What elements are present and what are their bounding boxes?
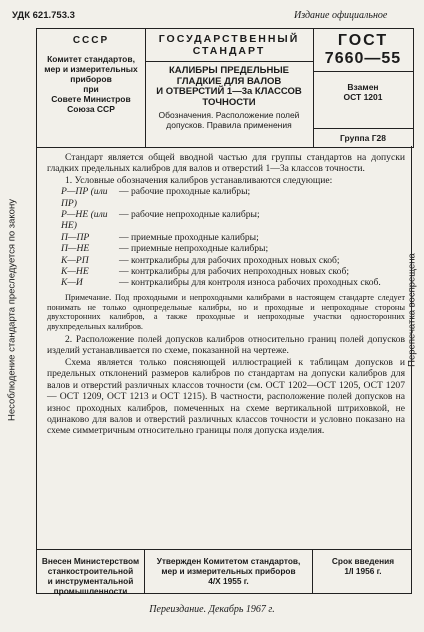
- designation-desc: — приемные проходные калибры;: [119, 231, 259, 243]
- designation-desc: — контркалибры для рабочих непроходных новых скоб;: [119, 266, 349, 278]
- designation-list: [47, 186, 405, 289]
- gost-number: 7660—55: [313, 50, 413, 72]
- section-2-paragraph: 2. Расположение полей допусков калибров относительно границ полей допусков изделий устанавливается по схеме, показанной на чертеже.: [47, 334, 405, 357]
- designation-code: К—РП: [61, 254, 89, 266]
- committee-line: Союза ССР: [67, 104, 115, 114]
- title-line: ТОЧНОСТИ: [202, 96, 256, 108]
- list-item: [47, 277, 405, 288]
- effective-line: Срок введения: [331, 556, 395, 566]
- document-subtitle: [145, 110, 313, 130]
- state-standard-line: СТАНДАРТ: [192, 45, 266, 57]
- side-note-left: [4, 100, 20, 520]
- designation-code: П—НЕ: [61, 243, 90, 255]
- subtitle-line: допусков. Правила применения: [166, 120, 292, 130]
- group-code: Группа Г28: [313, 128, 413, 147]
- designation-desc: — приемные непроходные калибры;: [119, 243, 269, 255]
- title-line: И ОТВЕРСТИЙ 1—3а КЛАССОВ: [156, 86, 302, 97]
- approved-line: 4/Х 1955 г.: [208, 576, 249, 586]
- approved-by: [145, 550, 313, 593]
- reissue-note: Переиздание. Декабрь 1967 г.: [149, 604, 275, 615]
- introduced-line: промышленности: [53, 586, 128, 596]
- list-item: [47, 243, 405, 254]
- issuer-column: [37, 29, 146, 147]
- designation-desc: — рабочие проходные калибры;: [119, 186, 251, 198]
- replaces-line: Взамен: [347, 82, 379, 92]
- footer-block: [36, 550, 412, 594]
- intro-paragraph: Стандарт является общей вводной частью для группы стандартов на допуски гладких предельных калибров для валов и отверстий 1—3а классов точности.: [47, 152, 405, 175]
- header-block: [36, 28, 414, 148]
- note-paragraph: Примечание. Под проходными и непроходными калибрами в настоящем стандарте следует понимать не только однопредельные калибры, но и проходные и непроходные стороны двухсторонних калибров, а также проходные и непроходные участки односторонних двухпредельных калибров.: [47, 292, 405, 332]
- section-1-paragraph: 1. Условные обозначения калибров устанавливаются следующие:: [65, 174, 333, 186]
- title-column: [145, 29, 314, 147]
- effective-line: 1/I 1956 г.: [344, 566, 382, 576]
- introduced-by: [37, 550, 145, 596]
- gost-column: [313, 29, 413, 147]
- committee-line: при: [83, 84, 99, 94]
- introduced-line: Внесен Министерством: [41, 556, 140, 566]
- scheme-paragraph: Схема является только поясняющей иллюстрацией к таблицам допусков и предельных отклонений размеров калибров по стандартам на допуски калибров для валов и отверстий различных классов точности (см. ОСТ 1202—ОСТ 1205, ОСТ 1207 — ОСТ 1209, ОСТ 1213 и ОСТ 1215). В частности, расположение полей допусков на износ проходных калибров, помеченных на схеме вертикальной штриховкой, не одинаково для валов и отверстий различных классов точности и условно показано на схеме симметричным относительно границы поля допуска изделия.: [47, 356, 405, 437]
- committee-line: мер и измерительных: [44, 64, 138, 74]
- designation-desc: — рабочие непроходные калибры;: [119, 209, 260, 221]
- designation-desc: — контркалибры для рабочих проходных новых скоб;: [119, 254, 340, 266]
- subtitle-line: Обозначения. Расположение полей: [158, 110, 300, 120]
- designation-code: К—И: [61, 277, 83, 289]
- committee-line: Комитет стандартов,: [47, 54, 135, 64]
- official-edition-label: Издание официальное: [294, 10, 388, 21]
- replaces-note: [313, 82, 413, 102]
- replaces-line: ОСТ 1201: [343, 92, 383, 102]
- list-item: [47, 266, 405, 277]
- title-line: КАЛИБРЫ ПРЕДЕЛЬНЫЕ: [169, 65, 289, 76]
- ussr-label: СССР: [72, 35, 110, 46]
- document-title: [145, 66, 313, 108]
- list-item: [47, 209, 405, 232]
- designation-code: Р—НЕ (или НЕ): [61, 209, 108, 232]
- introduced-line: и инструментальной: [47, 576, 134, 586]
- list-item: [47, 186, 405, 209]
- approved-line: мер и измерительных приборов: [161, 566, 296, 576]
- state-standard-line: ГОСУДАРСТВЕННЫЙ: [158, 33, 300, 45]
- state-standard-heading: [145, 33, 313, 62]
- designation-code: Р—ПР (или ПР): [61, 186, 108, 209]
- introduced-line: станкостроительной: [47, 566, 134, 576]
- side-note-left-text: Несоблюдение стандарта преследуется по закону: [6, 199, 18, 421]
- effective-date: [313, 550, 413, 593]
- committee-line: Совете Министров: [51, 94, 131, 104]
- side-note-right-text: Перепечатка воспрещена: [406, 253, 418, 367]
- approved-line: Утвержден Комитетом стандартов,: [156, 556, 301, 566]
- document-body: [36, 146, 412, 550]
- committee-name: [37, 54, 145, 114]
- gost-label: ГОСТ: [337, 32, 389, 49]
- list-item: [47, 232, 405, 243]
- committee-line: приборов: [70, 74, 112, 84]
- title-line: ГЛАДКИЕ ДЛЯ ВАЛОВ: [176, 75, 282, 87]
- udk-code: УДК 621.753.3: [12, 10, 75, 21]
- designation-desc: — контркалибры для контроля износа рабочих проходных скоб.: [119, 277, 381, 289]
- designation-code: П—ПР: [61, 231, 90, 243]
- list-item: [47, 255, 405, 266]
- designation-code: К—НЕ: [61, 266, 89, 278]
